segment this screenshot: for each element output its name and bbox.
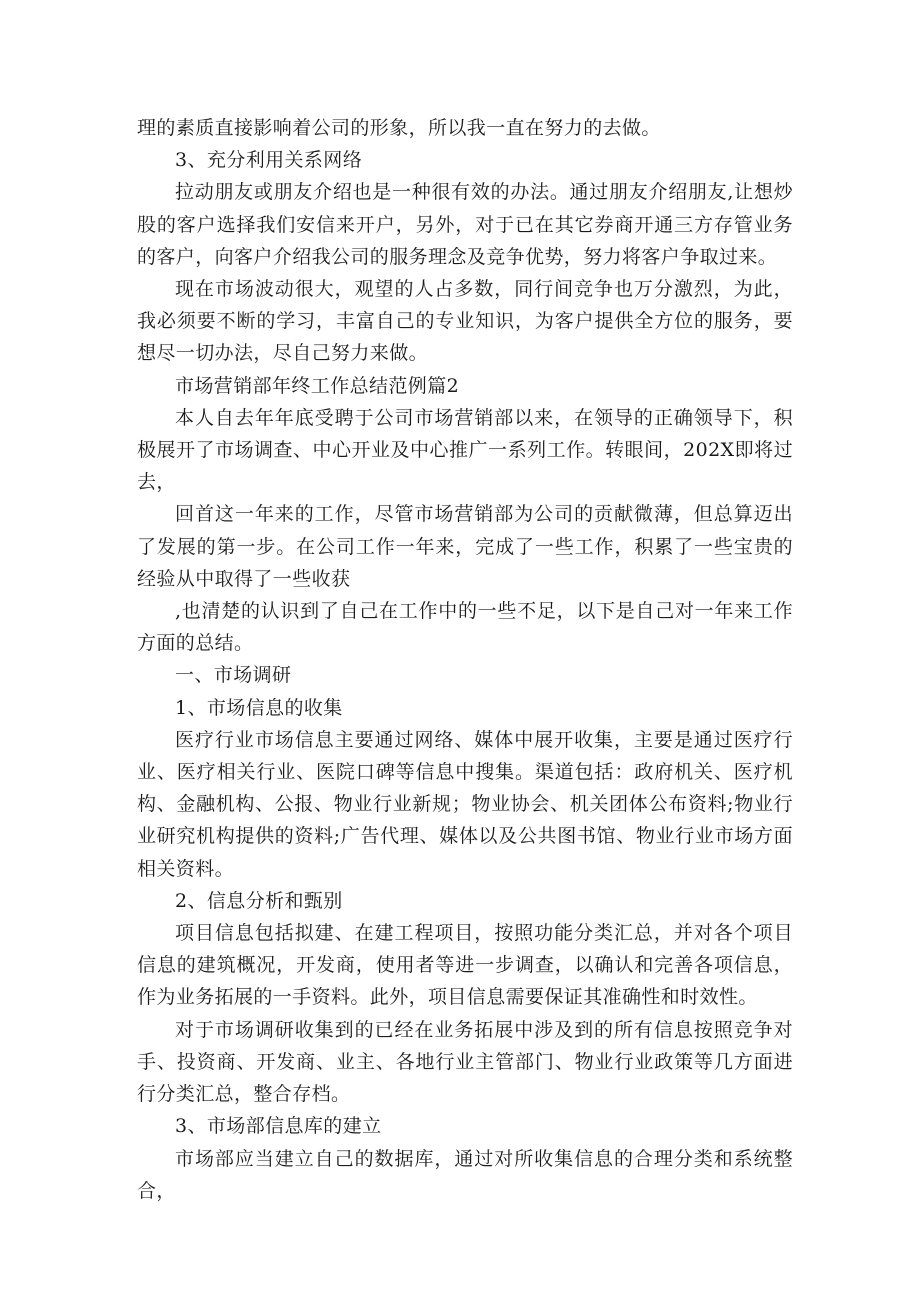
section-heading: 3、充分利用关系网络 bbox=[175, 149, 363, 172]
paragraph: 现在市场波动很大，观望的人占多数，同行间竞争也万分激烈，为此，我必须要不断的学习，丰富自己的专业知识，为客户提供全方位的服务，要想尽一切办法，尽自己努力来做。 bbox=[137, 278, 793, 365]
paragraph: ,也清楚的认识到了自己在工作中的一些不足，以下是自己对一年来工作方面的总结。 bbox=[137, 600, 793, 655]
subsection-heading: 1、市场信息的收集 bbox=[175, 696, 343, 719]
paragraph: 医疗行业市场信息主要通过网络、媒体中展开收集，主要是通过医疗行业、医疗相关行业、医院口碑等信息中搜集。渠道包括：政府机关、医疗机构、金融机构、公报、物业行业新规；物业协会、机关团体公布资料;物业行业研究机构提供的资料;广告代理、媒体以及公共图书馆、物业行业市场方面相关资料。 bbox=[137, 728, 793, 880]
document-body bbox=[137, 112, 793, 1207]
subsection-heading: 3、市场部信息库的建立 bbox=[175, 1115, 382, 1138]
paragraph: 理的素质直接影响着公司的形象，所以我一直在努力的去做。 bbox=[137, 117, 661, 139]
paragraph: 回首这一年来的工作，尽管市场营销部为公司的贡献微薄，但总算迈出了发展的第一步。在公司工作一年来，完成了一些工作，积累了一些宝贵的经验从中取得了一些收获 bbox=[137, 503, 793, 590]
paragraph: 市场部应当建立自己的数据库，通过对所收集信息的合理分类和系统整合， bbox=[137, 1147, 793, 1202]
subsection-heading: 2、信息分析和甄别 bbox=[175, 889, 343, 912]
section-heading: 一、市场调研 bbox=[175, 664, 292, 687]
paragraph: 拉动朋友或朋友介绍也是一种很有效的办法。通过朋友介绍朋友,让想炒股的客户选择我们安信来开户，另外，对于已在其它券商开通三方存管业务的客户，向客户介绍我公司的服务理念及竞争优势，努力将客户争取过来。 bbox=[137, 181, 793, 268]
paragraph: 项目信息包括拟建、在建工程项目，按照功能分类汇总，并对各个项目信息的建筑概况，开发商，使用者等进一步调查，以确认和完善各项信息，作为业务拓展的一手资料。此外，项目信息需要保证其准确性和时效性。 bbox=[137, 922, 793, 1009]
paragraph: 对于市场调研收集到的已经在业务拓展中涉及到的所有信息按照竞争对手、投资商、开发商、业主、各地行业主管部门、物业行业政策等几方面进行分类汇总，整合存档。 bbox=[137, 1018, 793, 1106]
paragraph: 本人自去年年底受聘于公司市场营销部以来，在领导的正确领导下，积极展开了市场调查、中心开业及中心推广一系列工作。转眼间，202X即将过去， bbox=[137, 406, 793, 494]
article-title: 市场营销部年终工作总结范例篇2 bbox=[175, 374, 460, 397]
